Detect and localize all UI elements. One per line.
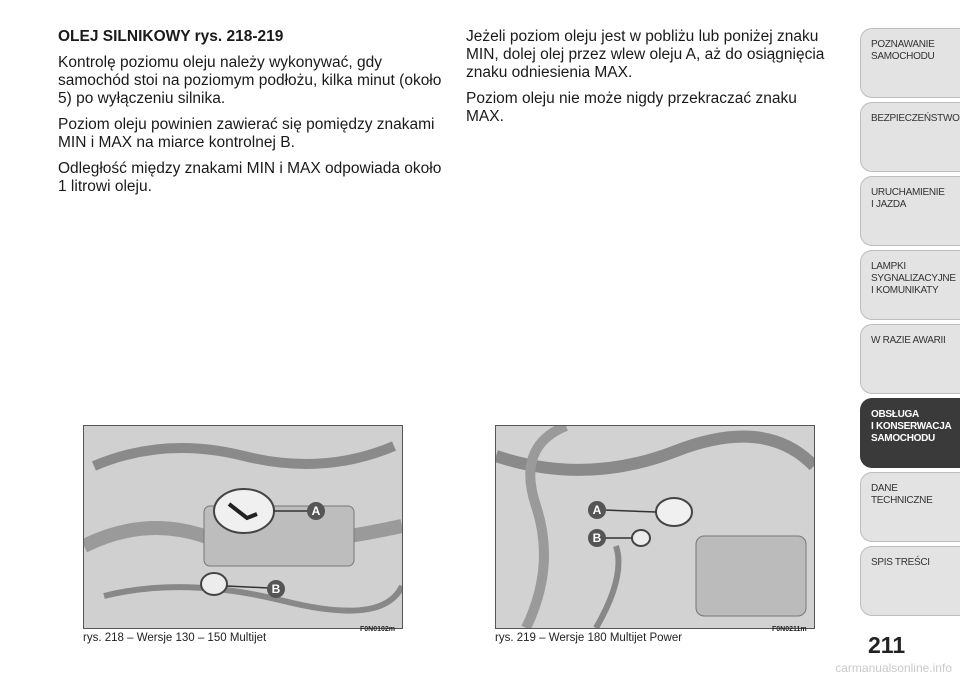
tab-label: DANE TECHNICZNE [871, 483, 933, 506]
figure-219-engine-photo [495, 425, 815, 629]
section-heading: OLEJ SILNIKOWY rys. 218-219 [58, 28, 284, 45]
label-a-marker: A [311, 504, 321, 518]
tab-label: W RAZIE AWARII [871, 335, 946, 346]
tab-spis-tresci[interactable] [860, 546, 960, 616]
watermark: carmanualsonline.info [835, 661, 952, 675]
figure-code: F0N0211m [772, 626, 807, 633]
paragraph: Poziom oleju nie może nigdy przekraczać znaku MAX. [466, 90, 797, 125]
oil-filler-cap-shape [656, 498, 692, 526]
tab-w-razie-awarii[interactable] [860, 324, 960, 394]
tab-label: BEZPIECZEŃSTWO [871, 113, 960, 124]
tab-label: POZNAWANIE SAMOCHODU [871, 39, 935, 62]
dipstick-handle-shape [632, 530, 650, 546]
tab-label: OBSŁUGA I KONSERWACJA SAMOCHODU [871, 409, 952, 444]
right-column [466, 28, 838, 134]
tab-dane-techniczne[interactable] [860, 472, 960, 542]
figure-caption: rys. 218 – Wersje 130 – 150 Multijet [83, 632, 267, 644]
tab-label: URUCHAMIENIE I JAZDA [871, 187, 945, 210]
paragraph: Poziom oleju powinien zawierać się pomiędzy znakami MIN i MAX na miarce kontrolnej B. [58, 116, 435, 151]
dipstick-handle-shape [201, 573, 227, 595]
tab-obsluga-i-konserwacja[interactable] [860, 398, 960, 468]
label-b-marker: B [592, 531, 602, 545]
oil-filler-cap-shape [214, 489, 274, 533]
label-b-marker: B [271, 582, 281, 596]
label-a-marker: A [592, 503, 602, 517]
page-number: 211 [868, 632, 906, 658]
tab-label: SPIS TREŚCI [871, 557, 930, 568]
figure-code: F0N0102m [360, 626, 396, 633]
tab-lampki-sygnalizacyjne[interactable] [860, 250, 960, 320]
left-column [58, 28, 453, 204]
chapter-tabs [860, 28, 960, 620]
tab-label: LAMPKI SYGNALIZACYJNE I KOMUNIKATY [871, 261, 956, 296]
engine-illustration [84, 426, 402, 628]
paragraph: Jeżeli poziom oleju jest w pobliżu lub poniżej znaku MIN, dolej olej przez wlew oleju A, aż do osiągnięcia znaku odniesienia MAX. [466, 28, 825, 81]
engine-illustration [496, 426, 814, 628]
figure-218-engine-photo [83, 425, 403, 629]
paragraph: Kontrolę poziomu oleju należy wykonywać, gdy samochód stoi na poziomym podłożu, kilka minut (około 5) po wyłączeniu silnika. [58, 54, 442, 107]
tab-bezpieczenstwo[interactable] [860, 102, 960, 172]
figure-caption: rys. 219 – Wersje 180 Multijet Power [495, 632, 683, 644]
tab-uruchamienie-i-jazda[interactable] [860, 176, 960, 246]
paragraph: Odległość między znakami MIN i MAX odpowiada około 1 litrowi oleju. [58, 160, 442, 195]
tab-poznawanie-samochodu[interactable] [860, 28, 960, 98]
